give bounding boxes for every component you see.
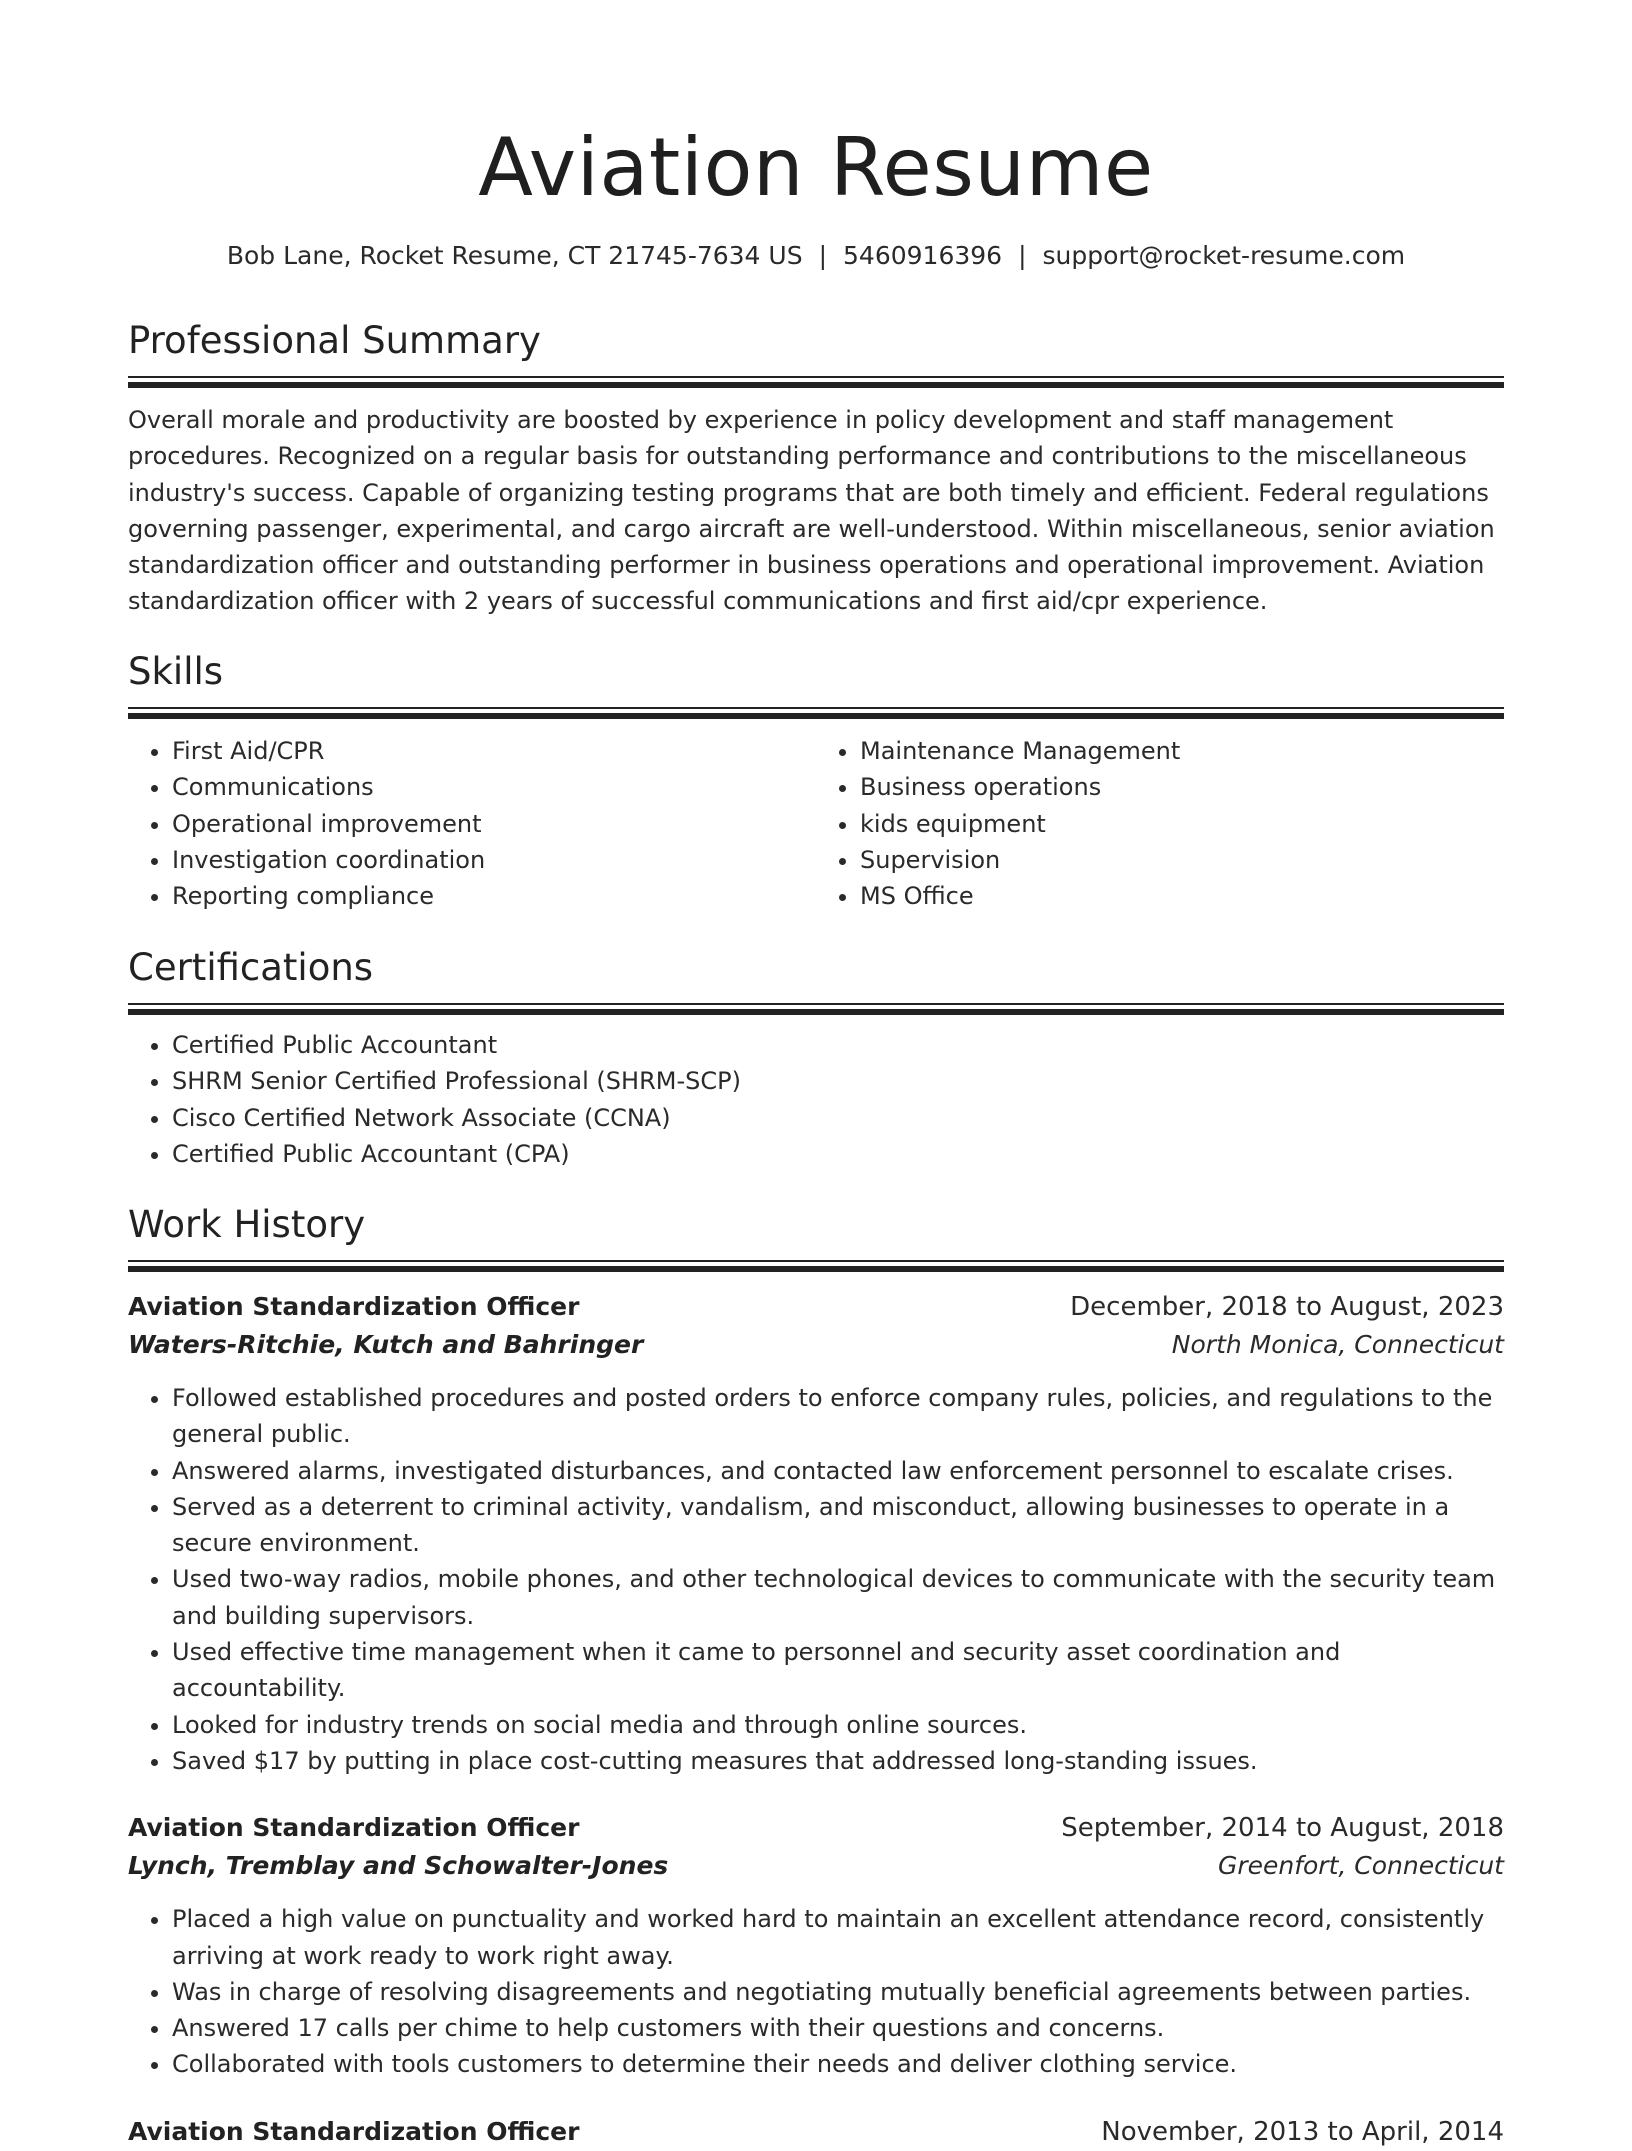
skill-item: • Maintenance Management (860, 733, 1504, 769)
job-bullets (128, 1380, 1504, 1779)
skill-item: • Reporting compliance (172, 878, 816, 914)
job-subheader-row (128, 1847, 1504, 1885)
job-dates: November, 2013 to April, 2014 (1101, 2116, 1504, 2147)
certification-item: • SHRM Senior Certified Professional (SHRM-SCP) (172, 1063, 1504, 1099)
certification-item: • Cisco Certified Network Associate (CCNA) (172, 1100, 1504, 1136)
skill-item: • Communications (172, 769, 816, 805)
job-entry (128, 2113, 1504, 2151)
job-bullet: • Looked for industry trends on social media and through online sources. (172, 1707, 1504, 1743)
contact-line (128, 238, 1504, 274)
job-bullet: • Collaborated with tools customers to determine their needs and deliver clothing service. (172, 2046, 1504, 2082)
section-divider (128, 376, 1504, 390)
section-divider (128, 707, 1504, 721)
skill-item: • Operational improvement (172, 806, 816, 842)
contact-separator: | (1018, 241, 1027, 270)
skills-list-left (128, 733, 816, 914)
job-title: Aviation Standardization Officer (128, 1292, 580, 1321)
summary-text: Overall morale and productivity are boosted by experience in policy development and staff management procedures. Recognized on a regular basis for outstanding performance and contributions to the miscellaneous industry's success. Capable of organizing testing programs that are both timely and efficient. Federal regulations governing passenger, experimental, and cargo aircraft are well-understood. Within miscellaneous, senior aviation standardization officer and outstanding performer in business operations and operational improvement. Aviation standardization officer with 2 years of successful communications and first aid/cpr experience. (128, 406, 1495, 616)
skills-list-right (816, 733, 1504, 914)
job-company: Waters-Ritchie, Kutch and Bahringer (128, 1330, 644, 1359)
contact-address: Bob Lane, Rocket Resume, CT 21745-7634 US (226, 241, 803, 270)
job-header-row (128, 1288, 1504, 1326)
skills-heading: Skills (128, 650, 224, 693)
certifications-section (128, 943, 1504, 1172)
job-bullet: • Followed established procedures and posted orders to enforce company rules, policies, and regulations to the general public. (172, 1380, 1504, 1453)
job-dates: September, 2014 to August, 2018 (1061, 1813, 1504, 1844)
job-entry (128, 1288, 1504, 1779)
contact-phone: 5460916396 (843, 241, 1003, 270)
certifications-heading: Certifications (128, 946, 374, 989)
job-bullet: • Used effective time management when it came to personnel and security asset coordination and accountability. (172, 1634, 1504, 1707)
job-bullet: • Placed a high value on punctuality and worked hard to maintain an excellent attendance record, consistently arriving at work ready to work right away. (172, 1901, 1504, 1974)
job-location: North Monica, Connecticut (1171, 1330, 1504, 1359)
job-bullets (128, 1901, 1504, 2082)
job-location: Greenfort, Connecticut (1217, 1851, 1504, 1881)
contact-separator: | (818, 241, 828, 270)
work-history-heading: Work History (128, 1203, 366, 1246)
job-company: Lynch, Tremblay and Schowalter-Jones (128, 1851, 669, 1881)
job-title: Aviation Standardization Officer (128, 1813, 580, 1843)
certification-item: • Certified Public Accountant (CPA) (172, 1136, 1504, 1172)
job-bullet: • Was in charge of resolving disagreements and negotiating mutually beneficial agreements between parties. (172, 1974, 1504, 2010)
section-divider (128, 1003, 1504, 1017)
skill-item: • Business operations (860, 769, 1504, 805)
job-title: Aviation Standardization Officer (128, 2116, 580, 2146)
job-bullet: • Served as a deterrent to criminal activity, vandalism, and misconduct, allowing businesses to operate in a secure environment. (172, 1489, 1504, 1562)
section-divider (128, 1260, 1504, 1274)
job-bullet: • Answered alarms, investigated disturbances, and contacted law enforcement personnel to escalate crises. (172, 1453, 1504, 1489)
skill-item: • kids equipment (860, 806, 1504, 842)
certification-item: • Certified Public Accountant (172, 1027, 1504, 1063)
job-subheader-row (128, 1326, 1504, 1364)
skill-item: • First Aid/CPR (172, 733, 816, 769)
contact-email[interactable]: support@rocket-resume.com (1042, 241, 1406, 270)
skill-item: • Investigation coordination (172, 842, 816, 878)
job-entry (128, 1809, 1504, 2082)
resume-title: Aviation Resume (478, 121, 1154, 214)
skills-grid (128, 733, 1504, 914)
work-history-section (128, 1200, 1504, 2151)
job-bullet: • Answered 17 calls per chime to help customers with their questions and concerns. (172, 2010, 1504, 2046)
skills-section (128, 647, 1504, 914)
job-header-row (128, 1809, 1504, 1847)
summary-heading: Professional Summary (128, 319, 541, 362)
skill-item: • MS Office (860, 878, 1504, 914)
skill-item: • Supervision (860, 842, 1504, 878)
job-dates: December, 2018 to August, 2023 (1070, 1292, 1504, 1322)
job-header-row (128, 2113, 1504, 2151)
job-bullet: • Used two-way radios, mobile phones, and other technological devices to communicate with the security team and building supervisors. (172, 1561, 1504, 1634)
certifications-list (128, 1027, 1504, 1172)
job-bullet: • Saved $17 by putting in place cost-cutting measures that addressed long-standing issues. (172, 1743, 1504, 1779)
summary-section (128, 316, 1504, 620)
